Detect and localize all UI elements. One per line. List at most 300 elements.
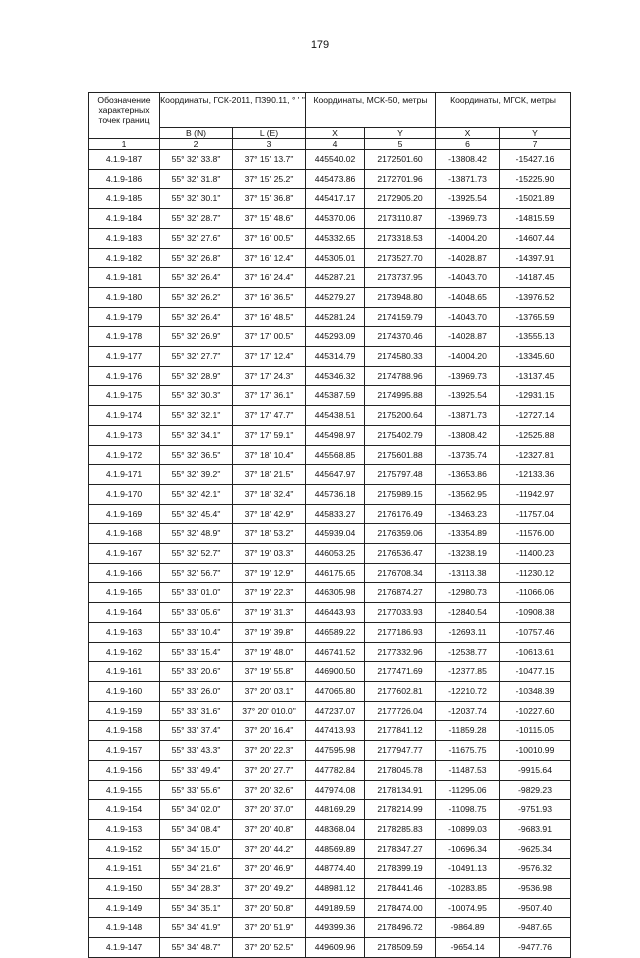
mgsk-y-cell: -14187.45 [500,268,571,288]
latitude-cell: 55° 34' 28.3" [160,879,233,899]
msk-x-cell: 448169.29 [306,800,365,820]
column-number: 2 [160,139,233,150]
table-row [89,445,571,465]
latitude-cell: 55° 32' 34.1" [160,425,233,445]
longitude-cell: 37° 17' 36.1" [233,386,306,406]
longitude-cell: 37° 20' 37.0" [233,800,306,820]
mgsk-x-cell: -13735.74 [436,445,500,465]
msk-y-cell: 2177033.93 [365,603,436,623]
msk-y-cell: 2178214.99 [365,800,436,820]
latitude-cell: 55° 33' 05.6" [160,603,233,623]
latitude-cell: 55° 32' 28.9" [160,366,233,386]
table-row [89,347,571,367]
latitude-cell: 55° 32' 27.6" [160,228,233,248]
point-id-cell: 4.1.9-176 [89,366,160,386]
point-id-cell: 4.1.9-159 [89,701,160,721]
column-number: 1 [89,139,160,150]
point-id-cell: 4.1.9-175 [89,386,160,406]
longitude-cell: 37° 20' 27.7" [233,760,306,780]
msk-y-cell: 2173948.80 [365,287,436,307]
msk-x-cell: 445346.32 [306,366,365,386]
mgsk-y-cell: -13555.13 [500,327,571,347]
table-row [89,859,571,879]
mgsk-y-cell: -12327.81 [500,445,571,465]
msk-y-cell: 2178134.91 [365,780,436,800]
latitude-cell: 55° 34' 21.6" [160,859,233,879]
latitude-cell: 55° 32' 26.2" [160,287,233,307]
table-row [89,681,571,701]
mgsk-x-cell: -12693.11 [436,622,500,642]
latitude-cell: 55° 33' 26.0" [160,681,233,701]
mgsk-x-cell: -13113.38 [436,563,500,583]
msk-x-cell: 447237.07 [306,701,365,721]
point-id-cell: 4.1.9-174 [89,406,160,426]
mgsk-y-cell: -9683.91 [500,819,571,839]
msk-y-cell: 2175797.48 [365,465,436,485]
table-row [89,327,571,347]
mgsk-y-cell: -10348.39 [500,681,571,701]
latitude-cell: 55° 34' 02.0" [160,800,233,820]
longitude-cell: 37° 17' 12.4" [233,347,306,367]
point-id-cell: 4.1.9-168 [89,524,160,544]
msk-y-cell: 2173737.95 [365,268,436,288]
point-id-cell: 4.1.9-180 [89,287,160,307]
mgsk-y-cell: -15021.89 [500,189,571,209]
header-point-designation: Обозначение характерных точек границ [89,93,160,139]
longitude-cell: 37° 20' 51.9" [233,918,306,938]
mgsk-y-cell: -9477.76 [500,938,571,958]
point-id-cell: 4.1.9-149 [89,898,160,918]
longitude-cell: 37° 18' 42.9" [233,504,306,524]
longitude-cell: 37° 19' 48.0" [233,642,306,662]
mgsk-x-cell: -11487.53 [436,760,500,780]
mgsk-x-cell: -14043.70 [436,307,500,327]
msk-y-cell: 2178399.19 [365,859,436,879]
table-row [89,879,571,899]
longitude-cell: 37° 20' 50.8" [233,898,306,918]
longitude-cell: 37° 20' 010.0" [233,701,306,721]
table-row [89,189,571,209]
longitude-cell: 37° 16' 00.5" [233,228,306,248]
column-number: 6 [436,139,500,150]
table-row [89,287,571,307]
mgsk-y-cell: -15427.16 [500,150,571,170]
mgsk-y-cell: -12931.15 [500,386,571,406]
subheader-msk-y: Y [365,128,436,139]
longitude-cell: 37° 18' 53.2" [233,524,306,544]
coordinates-table [88,92,571,958]
latitude-cell: 55° 32' 26.8" [160,248,233,268]
point-id-cell: 4.1.9-170 [89,484,160,504]
mgsk-x-cell: -12538.77 [436,642,500,662]
longitude-cell: 37° 20' 16.4" [233,721,306,741]
table-row [89,622,571,642]
mgsk-y-cell: -10010.99 [500,741,571,761]
mgsk-x-cell: -12377.85 [436,662,500,682]
latitude-cell: 55° 32' 26.9" [160,327,233,347]
msk-y-cell: 2174788.96 [365,366,436,386]
mgsk-y-cell: -13765.59 [500,307,571,327]
msk-y-cell: 2174995.88 [365,386,436,406]
latitude-cell: 55° 32' 33.8" [160,150,233,170]
mgsk-y-cell: -10908.38 [500,603,571,623]
mgsk-y-cell: -13976.52 [500,287,571,307]
mgsk-y-cell: -11400.23 [500,544,571,564]
longitude-cell: 37° 20' 49.2" [233,879,306,899]
page-number: 179 [310,39,330,51]
msk-y-cell: 2172905.20 [365,189,436,209]
table-row [89,721,571,741]
msk-x-cell: 445279.27 [306,287,365,307]
mgsk-x-cell: -9654.14 [436,938,500,958]
point-id-cell: 4.1.9-154 [89,800,160,820]
table-row [89,662,571,682]
point-id-cell: 4.1.9-173 [89,425,160,445]
mgsk-y-cell: -13345.60 [500,347,571,367]
table-row [89,800,571,820]
mgsk-y-cell: -10613.61 [500,642,571,662]
table-row [89,425,571,445]
latitude-cell: 55° 32' 27.7" [160,347,233,367]
mgsk-y-cell: -14815.59 [500,209,571,229]
latitude-cell: 55° 34' 48.7" [160,938,233,958]
header-gsk-coordinates: Координаты, ГСК-2011, ПЗ90.11, ° ' " [160,93,306,128]
latitude-cell: 55° 33' 15.4" [160,642,233,662]
table-row [89,248,571,268]
table-row [89,583,571,603]
latitude-cell: 55° 32' 48.9" [160,524,233,544]
point-id-cell: 4.1.9-165 [89,583,160,603]
longitude-cell: 37° 15' 48.6" [233,209,306,229]
msk-y-cell: 2177332.96 [365,642,436,662]
latitude-cell: 55° 32' 42.1" [160,484,233,504]
column-number: 4 [306,139,365,150]
msk-y-cell: 2177726.04 [365,701,436,721]
point-id-cell: 4.1.9-155 [89,780,160,800]
latitude-cell: 55° 32' 56.7" [160,563,233,583]
mgsk-x-cell: -13969.73 [436,209,500,229]
msk-x-cell: 445287.21 [306,268,365,288]
longitude-cell: 37° 20' 52.5" [233,938,306,958]
mgsk-x-cell: -14004.20 [436,228,500,248]
mgsk-y-cell: -10227.60 [500,701,571,721]
msk-x-cell: 445314.79 [306,347,365,367]
latitude-cell: 55° 32' 32.1" [160,406,233,426]
table-row [89,209,571,229]
msk-y-cell: 2178509.59 [365,938,436,958]
longitude-cell: 37° 20' 32.6" [233,780,306,800]
msk-y-cell: 2176176.49 [365,504,436,524]
longitude-cell: 37° 20' 40.8" [233,819,306,839]
latitude-cell: 55° 34' 15.0" [160,839,233,859]
table-row [89,465,571,485]
msk-y-cell: 2175989.15 [365,484,436,504]
msk-x-cell: 445540.02 [306,150,365,170]
table-row [89,228,571,248]
msk-y-cell: 2177602.81 [365,681,436,701]
longitude-cell: 37° 15' 36.8" [233,189,306,209]
msk-x-cell: 445736.18 [306,484,365,504]
msk-x-cell: 447595.98 [306,741,365,761]
longitude-cell: 37° 16' 12.4" [233,248,306,268]
table-row [89,268,571,288]
mgsk-y-cell: -10115.05 [500,721,571,741]
mgsk-x-cell: -13808.42 [436,425,500,445]
msk-y-cell: 2174370.46 [365,327,436,347]
mgsk-y-cell: -11757.04 [500,504,571,524]
longitude-cell: 37° 19' 22.3" [233,583,306,603]
point-id-cell: 4.1.9-162 [89,642,160,662]
longitude-cell: 37° 20' 03.1" [233,681,306,701]
header-mgsk-coordinates: Координаты, МГСК, метры [436,93,571,128]
latitude-cell: 55° 33' 01.0" [160,583,233,603]
table-row [89,780,571,800]
msk-x-cell: 445332.65 [306,228,365,248]
subheader-b: B (N) [160,128,233,139]
longitude-cell: 37° 16' 36.5" [233,287,306,307]
table-header [89,93,571,150]
msk-x-cell: 447974.08 [306,780,365,800]
latitude-cell: 55° 32' 36.5" [160,445,233,465]
mgsk-y-cell: -9536.98 [500,879,571,899]
msk-y-cell: 2175402.79 [365,425,436,445]
column-number: 7 [500,139,571,150]
point-id-cell: 4.1.9-151 [89,859,160,879]
mgsk-x-cell: -11295.06 [436,780,500,800]
latitude-cell: 55° 32' 30.1" [160,189,233,209]
mgsk-y-cell: -9751.93 [500,800,571,820]
latitude-cell: 55° 33' 37.4" [160,721,233,741]
msk-y-cell: 2178496.72 [365,918,436,938]
point-id-cell: 4.1.9-177 [89,347,160,367]
point-id-cell: 4.1.9-187 [89,150,160,170]
mgsk-x-cell: -9864.89 [436,918,500,938]
table-body [89,150,571,958]
mgsk-x-cell: -12210.72 [436,681,500,701]
table-row [89,307,571,327]
latitude-cell: 55° 32' 39.2" [160,465,233,485]
mgsk-y-cell: -11066.06 [500,583,571,603]
mgsk-x-cell: -13925.54 [436,189,500,209]
msk-y-cell: 2173527.70 [365,248,436,268]
table-row [89,918,571,938]
table-row [89,366,571,386]
msk-x-cell: 445498.97 [306,425,365,445]
longitude-cell: 37° 19' 03.3" [233,544,306,564]
mgsk-y-cell: -11942.97 [500,484,571,504]
mgsk-y-cell: -9507.40 [500,898,571,918]
longitude-cell: 37° 17' 24.3" [233,366,306,386]
column-number: 5 [365,139,436,150]
msk-y-cell: 2176874.27 [365,583,436,603]
msk-y-cell: 2178285.83 [365,819,436,839]
latitude-cell: 55° 34' 08.4" [160,819,233,839]
table-row [89,386,571,406]
mgsk-y-cell: -10757.46 [500,622,571,642]
point-id-cell: 4.1.9-186 [89,169,160,189]
mgsk-y-cell: -15225.90 [500,169,571,189]
msk-x-cell: 449399.36 [306,918,365,938]
mgsk-y-cell: -14397.91 [500,248,571,268]
mgsk-y-cell: -9625.34 [500,839,571,859]
point-id-cell: 4.1.9-183 [89,228,160,248]
table-row [89,819,571,839]
latitude-cell: 55° 34' 35.1" [160,898,233,918]
mgsk-y-cell: -11230.12 [500,563,571,583]
msk-x-cell: 448368.04 [306,819,365,839]
mgsk-x-cell: -13925.54 [436,386,500,406]
mgsk-x-cell: -13808.42 [436,150,500,170]
mgsk-x-cell: -14028.87 [436,248,500,268]
longitude-cell: 37° 15' 13.7" [233,150,306,170]
msk-y-cell: 2178347.27 [365,839,436,859]
subheader-mgsk-x: X [436,128,500,139]
msk-x-cell: 445417.17 [306,189,365,209]
mgsk-y-cell: -9576.32 [500,859,571,879]
msk-y-cell: 2177947.77 [365,741,436,761]
mgsk-y-cell: -13137.45 [500,366,571,386]
msk-x-cell: 446053.25 [306,544,365,564]
latitude-cell: 55° 33' 20.6" [160,662,233,682]
table-row [89,169,571,189]
msk-x-cell: 445438.51 [306,406,365,426]
longitude-cell: 37° 17' 59.1" [233,425,306,445]
table-row [89,150,571,170]
msk-y-cell: 2176708.34 [365,563,436,583]
column-number: 3 [233,139,306,150]
msk-x-cell: 447413.93 [306,721,365,741]
msk-x-cell: 448569.89 [306,839,365,859]
msk-x-cell: 446741.52 [306,642,365,662]
msk-y-cell: 2172701.96 [365,169,436,189]
point-id-cell: 4.1.9-178 [89,327,160,347]
mgsk-x-cell: -13871.73 [436,169,500,189]
subheader-l: L (E) [233,128,306,139]
msk-x-cell: 445473.86 [306,169,365,189]
point-id-cell: 4.1.9-169 [89,504,160,524]
point-id-cell: 4.1.9-181 [89,268,160,288]
mgsk-y-cell: -9915.64 [500,760,571,780]
msk-y-cell: 2174580.33 [365,347,436,367]
msk-x-cell: 445281.24 [306,307,365,327]
mgsk-y-cell: -10477.15 [500,662,571,682]
subheader-msk-x: X [306,128,365,139]
msk-x-cell: 449609.96 [306,938,365,958]
table-row [89,563,571,583]
latitude-cell: 55° 34' 41.9" [160,918,233,938]
mgsk-x-cell: -13969.73 [436,366,500,386]
mgsk-x-cell: -13354.89 [436,524,500,544]
point-id-cell: 4.1.9-161 [89,662,160,682]
point-id-cell: 4.1.9-171 [89,465,160,485]
longitude-cell: 37° 17' 00.5" [233,327,306,347]
msk-x-cell: 445370.06 [306,209,365,229]
msk-x-cell: 445387.59 [306,386,365,406]
longitude-cell: 37° 17' 47.7" [233,406,306,426]
msk-y-cell: 2178474.00 [365,898,436,918]
point-id-cell: 4.1.9-166 [89,563,160,583]
msk-y-cell: 2176536.47 [365,544,436,564]
point-id-cell: 4.1.9-152 [89,839,160,859]
msk-y-cell: 2173110.87 [365,209,436,229]
msk-x-cell: 445305.01 [306,248,365,268]
header-msk-coordinates: Координаты, МСК-50, метры [306,93,436,128]
latitude-cell: 55° 33' 10.4" [160,622,233,642]
longitude-cell: 37° 20' 44.2" [233,839,306,859]
longitude-cell: 37° 19' 31.3" [233,603,306,623]
msk-x-cell: 447782.84 [306,760,365,780]
mgsk-x-cell: -10899.03 [436,819,500,839]
point-id-cell: 4.1.9-163 [89,622,160,642]
table-row [89,938,571,958]
msk-y-cell: 2174159.79 [365,307,436,327]
msk-y-cell: 2172501.60 [365,150,436,170]
longitude-cell: 37° 18' 32.4" [233,484,306,504]
subheader-mgsk-y: Y [500,128,571,139]
mgsk-x-cell: -10074.95 [436,898,500,918]
msk-x-cell: 446305.98 [306,583,365,603]
mgsk-y-cell: -14607.44 [500,228,571,248]
mgsk-y-cell: -12727.14 [500,406,571,426]
longitude-cell: 37° 16' 24.4" [233,268,306,288]
latitude-cell: 55° 32' 30.3" [160,386,233,406]
point-id-cell: 4.1.9-148 [89,918,160,938]
point-id-cell: 4.1.9-167 [89,544,160,564]
point-id-cell: 4.1.9-153 [89,819,160,839]
mgsk-y-cell: -12525.88 [500,425,571,445]
table-row [89,544,571,564]
msk-x-cell: 447065.80 [306,681,365,701]
point-id-cell: 4.1.9-160 [89,681,160,701]
longitude-cell: 37° 16' 48.5" [233,307,306,327]
table-row [89,839,571,859]
table-row [89,642,571,662]
table-row [89,406,571,426]
mgsk-x-cell: -13871.73 [436,406,500,426]
longitude-cell: 37° 19' 55.8" [233,662,306,682]
table-row [89,504,571,524]
mgsk-y-cell: -9829.23 [500,780,571,800]
point-id-cell: 4.1.9-147 [89,938,160,958]
msk-x-cell: 445939.04 [306,524,365,544]
point-id-cell: 4.1.9-184 [89,209,160,229]
point-id-cell: 4.1.9-185 [89,189,160,209]
msk-y-cell: 2176359.06 [365,524,436,544]
mgsk-x-cell: -13562.95 [436,484,500,504]
msk-x-cell: 449189.59 [306,898,365,918]
mgsk-x-cell: -13653.86 [436,465,500,485]
msk-x-cell: 448981.12 [306,879,365,899]
msk-y-cell: 2178441.46 [365,879,436,899]
point-id-cell: 4.1.9-150 [89,879,160,899]
latitude-cell: 55° 33' 49.4" [160,760,233,780]
latitude-cell: 55° 33' 31.6" [160,701,233,721]
latitude-cell: 55° 32' 26.4" [160,307,233,327]
table-row [89,898,571,918]
longitude-cell: 37° 19' 12.9" [233,563,306,583]
latitude-cell: 55° 32' 31.8" [160,169,233,189]
mgsk-x-cell: -10696.34 [436,839,500,859]
latitude-cell: 55° 32' 52.7" [160,544,233,564]
mgsk-x-cell: -12037.74 [436,701,500,721]
msk-x-cell: 445647.97 [306,465,365,485]
latitude-cell: 55° 32' 28.7" [160,209,233,229]
mgsk-x-cell: -11675.75 [436,741,500,761]
table-row [89,524,571,544]
msk-x-cell: 445833.27 [306,504,365,524]
mgsk-x-cell: -11098.75 [436,800,500,820]
mgsk-x-cell: -14028.87 [436,327,500,347]
